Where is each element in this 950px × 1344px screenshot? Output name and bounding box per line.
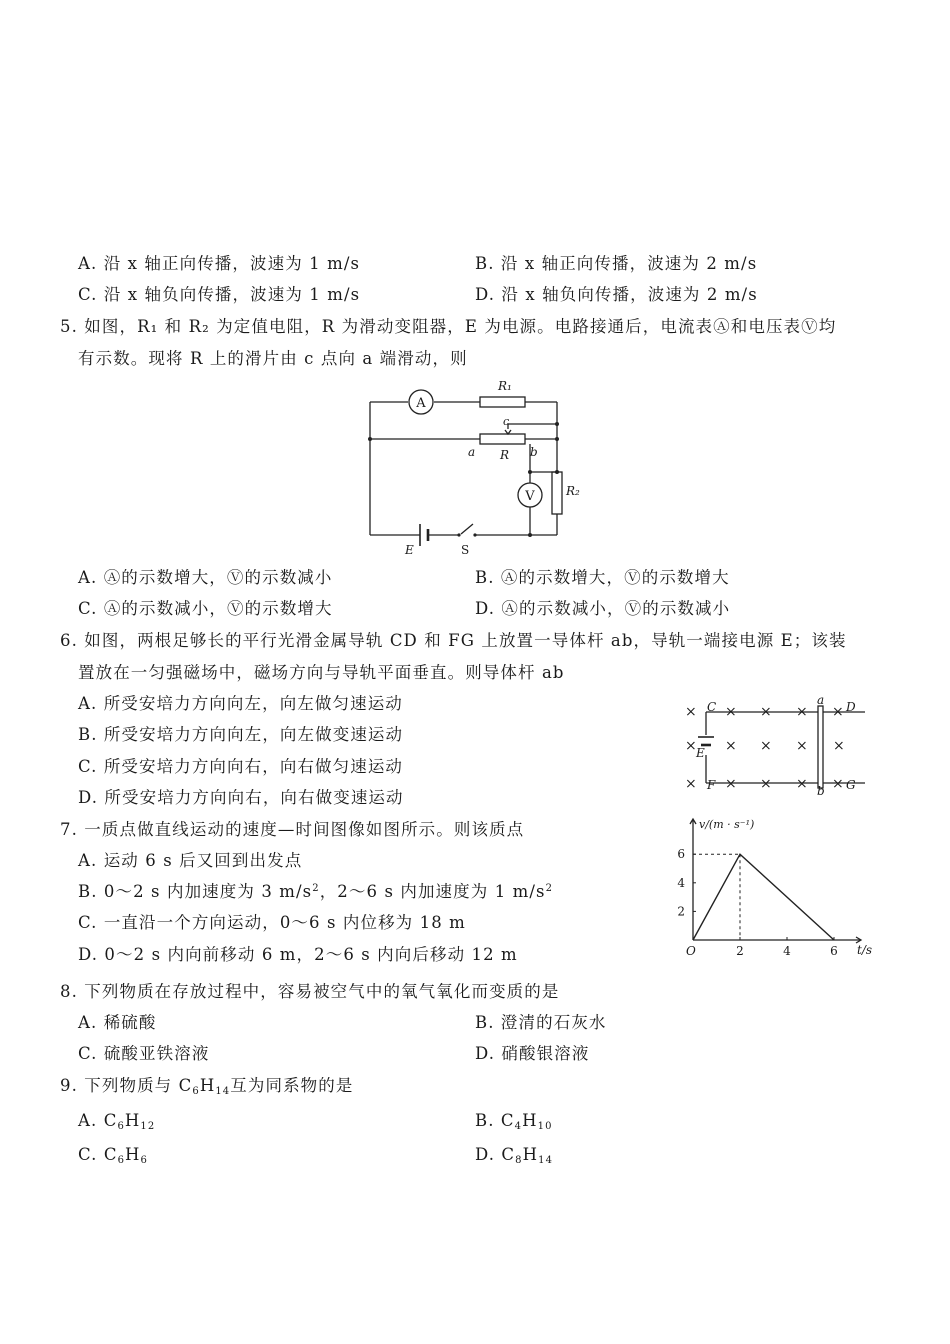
r1-resistor [480,397,525,407]
rail-g-label: G [846,778,856,792]
rail-f-label: F [707,778,716,792]
q8-option-c: C. 硫酸亚铁溶液 [78,1044,210,1063]
q7-b-text2: ，2～6 s 内加速度为 1 m/s [319,882,546,901]
q8-option-a: A. 稀硫酸 [78,1013,157,1032]
q5-stem-line1: 5. 如图，R₁ 和 R₂ 为定值电阻，R 为滑动变阻器，E 为电源。电路接通后，电流表Ⓐ和电压表Ⓥ均 [60,317,837,336]
formula-text: H [522,1111,538,1130]
origin-label: O [686,944,696,958]
formula-sub: 12 [140,1121,156,1132]
velocity-series-line [693,854,834,940]
formula-text: C. C [78,1145,118,1164]
rod-b-label: b [817,784,825,798]
q6-option-b: B. 所受安培力方向向左，向左做变速运动 [78,725,404,744]
q8-option-d: D. 硝酸银溶液 [475,1044,590,1063]
switch-s-label: S [461,543,470,557]
q7-option-d: D. 0～2 s 内向前移动 6 m，2～6 s 内向后移动 12 m [78,945,518,964]
q7-option-c: C. 一直沿一个方向运动，0～6 s 内位移为 18 m [78,913,466,932]
x-axis-label: t/s [857,943,873,957]
formula-sub: 6 [140,1155,148,1166]
q5-option-c: C. Ⓐ的示数减小，Ⓥ的示数增大 [78,599,333,618]
field-cross: × [833,738,845,754]
field-cross: × [685,704,697,720]
field-cross: × [725,704,737,720]
point-c-label: c [503,415,510,428]
formula-text: H [522,1145,539,1164]
formula-sub: 6 [117,1155,126,1166]
field-cross: × [796,738,808,754]
rod-a-label: a [817,693,825,707]
q5-option-d: D. Ⓐ的示数减小，Ⓥ的示数减小 [475,599,731,618]
y-axis-label: v/(m · s⁻¹) [699,818,755,831]
q6-option-a: A. 所受安培力方向向左，向左做匀速运动 [78,694,403,713]
q9-stem-sub: 14 [215,1086,231,1097]
r1-label: R₁ [498,379,512,393]
q9-option-c [78,1144,148,1166]
ammeter-label: A [416,396,426,411]
q4-option-a: A. 沿 x 轴正向传播，波速为 1 m/s [78,254,361,273]
field-cross: × [685,776,697,792]
y-tick-label: 4 [677,875,685,890]
q9-stem-mid: H [199,1076,216,1095]
formula-text: H [125,1145,141,1164]
field-cross: × [760,776,772,792]
y-tick-label: 6 [677,847,685,862]
point-a-label: a [468,445,476,459]
formula-sub: 6 [117,1121,125,1132]
point-b-label: b [530,445,538,459]
q7-stem: 7. 一质点做直线运动的速度—时间图像如图所示。则该质点 [60,820,525,839]
q6-option-d: D. 所受安培力方向向右，向右做变速运动 [78,788,404,807]
q7-vt-chart [668,812,883,962]
r2-label: R₂ [566,484,580,498]
q7-option-b [78,881,553,903]
formula-text: B. C [475,1111,515,1130]
source-e-label: E [696,746,705,760]
q9-stem-post: 互为同系物的是 [230,1076,354,1095]
q7-b-sup1: 2 [312,883,320,894]
q9-stem [60,1075,353,1097]
q6-rail-diagram [680,693,870,798]
q4-option-c: C. 沿 x 轴负向传播，波速为 1 m/s [78,285,361,304]
field-cross: × [725,776,737,792]
field-cross: × [796,704,808,720]
field-cross: × [832,776,844,792]
conductor-rod-ab [818,706,823,788]
q5-option-b: B. Ⓐ的示数增大，Ⓥ的示数增大 [475,568,730,587]
q9-stem-pre: 9. 下列物质与 C [60,1076,193,1095]
formula-sub: 8 [515,1155,523,1166]
q9-stem-sub: 6 [192,1086,200,1097]
x-tick-label: 2 [736,944,744,958]
rail-c-label: C [707,700,717,714]
q9-option-d [475,1144,553,1166]
q8-option-b: B. 澄清的石灰水 [475,1013,607,1032]
q7-option-a: A. 运动 6 s 后又回到出发点 [78,851,303,870]
q4-option-b: B. 沿 x 轴正向传播，波速为 2 m/s [475,254,758,273]
q9-option-a [78,1110,155,1132]
q5-circuit-diagram [360,372,590,562]
q9-option-b [475,1110,553,1132]
q4-option-d: D. 沿 x 轴负向传播，波速为 2 m/s [475,285,758,304]
field-cross: × [760,738,772,754]
q6-stem-line1: 6. 如图，两根足够长的平行光滑金属导轨 CD 和 FG 上放置一导体杆 ab，导轨一端接电源 E；该装 [60,631,847,650]
rail-d-label: D [846,700,856,714]
r2-resistor [552,472,562,514]
x-tick-label: 4 [783,944,791,958]
q5-stem-line2: 有示数。现将 R 上的滑片由 c 点向 a 端滑动，则 [78,349,468,368]
formula-text: A. C [78,1111,118,1130]
field-cross: × [796,776,808,792]
formula-sub: 14 [538,1155,554,1166]
field-cross: × [725,738,737,754]
voltmeter-label: V [525,489,535,504]
formula-text: H [124,1111,141,1130]
field-cross: × [832,704,844,720]
x-tick-label: 6 [830,944,838,958]
field-cross: × [685,738,697,754]
rheostat-r [480,434,525,444]
formula-sub: 4 [514,1121,523,1132]
q7-b-text1: B. 0～2 s 内加速度为 3 m/s [78,882,313,901]
q6-stem-line2: 置放在一匀强磁场中，磁场方向与导轨平面垂直。则导体杆 ab [78,663,565,682]
field-cross: × [760,704,772,720]
formula-sub: 10 [537,1121,553,1132]
y-tick-label: 2 [677,904,685,919]
q5-option-a: A. Ⓐ的示数增大，Ⓥ的示数减小 [78,568,333,587]
q6-option-c: C. 所受安培力方向向右，向右做匀速运动 [78,757,404,776]
q7-b-sup2: 2 [545,883,554,894]
q8-stem: 8. 下列物质在存放过程中，容易被空气中的氧气氧化而变质的是 [60,982,560,1001]
source-e-label: E [405,543,414,557]
formula-text: D. C [475,1145,516,1164]
r-label: R [500,448,510,462]
